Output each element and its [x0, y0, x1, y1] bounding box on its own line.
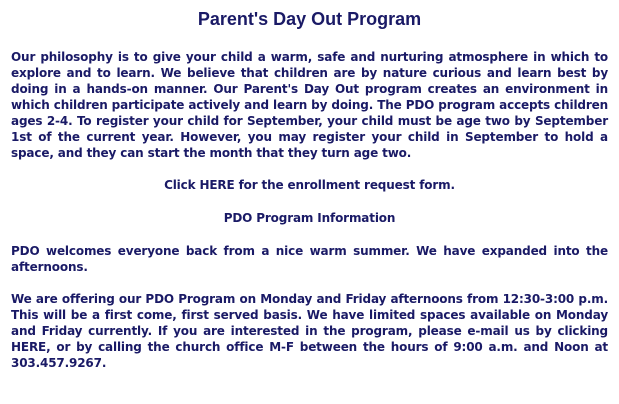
- offering-text-before: We are offering our PDO Program on Monday and Friday afternoons from 12:30-3:00 p.m. This will be a first come, first served basis. We have limited spaces available on Monday and Friday currently. If you are interested in the program, please e-mail us by clicking: [11, 292, 608, 338]
- enrollment-prefix: Click: [164, 178, 200, 192]
- welcome-paragraph: PDO welcomes everyone back from a nice warm summer. We have expanded into the afternoons.: [11, 244, 608, 274]
- enrollment-suffix: for the enrollment request form.: [234, 178, 455, 192]
- page-content: [11, 8, 608, 387]
- offering-paragraph: [11, 291, 608, 371]
- offering-text-after: , or by calling the church office M-F between the hours of 9:00 a.m. and Noon at 303.457.9267.: [11, 340, 608, 370]
- enrollment-link[interactable]: HERE: [199, 178, 235, 192]
- email-link[interactable]: HERE: [11, 340, 47, 354]
- philosophy-paragraph: Our philosophy is to give your child a warm, safe and nurturing atmosphere in which to explore and to learn. We believe that children are by nature curious and learn best by doing in a hands-on manner. Our Parent's Day Out program creates an environment in which children participate actively and learn by doing. The PDO program accepts children ages 2-4. To register your child for September, your child must be age two by September 1st of the current year. However, you may register your child in September to hold a space, and they can start the month that they turn age two.: [11, 50, 608, 160]
- page-title: Parent's Day Out Program: [197, 9, 422, 29]
- info-heading: PDO Program Information: [223, 211, 396, 225]
- enrollment-line: [11, 177, 608, 193]
